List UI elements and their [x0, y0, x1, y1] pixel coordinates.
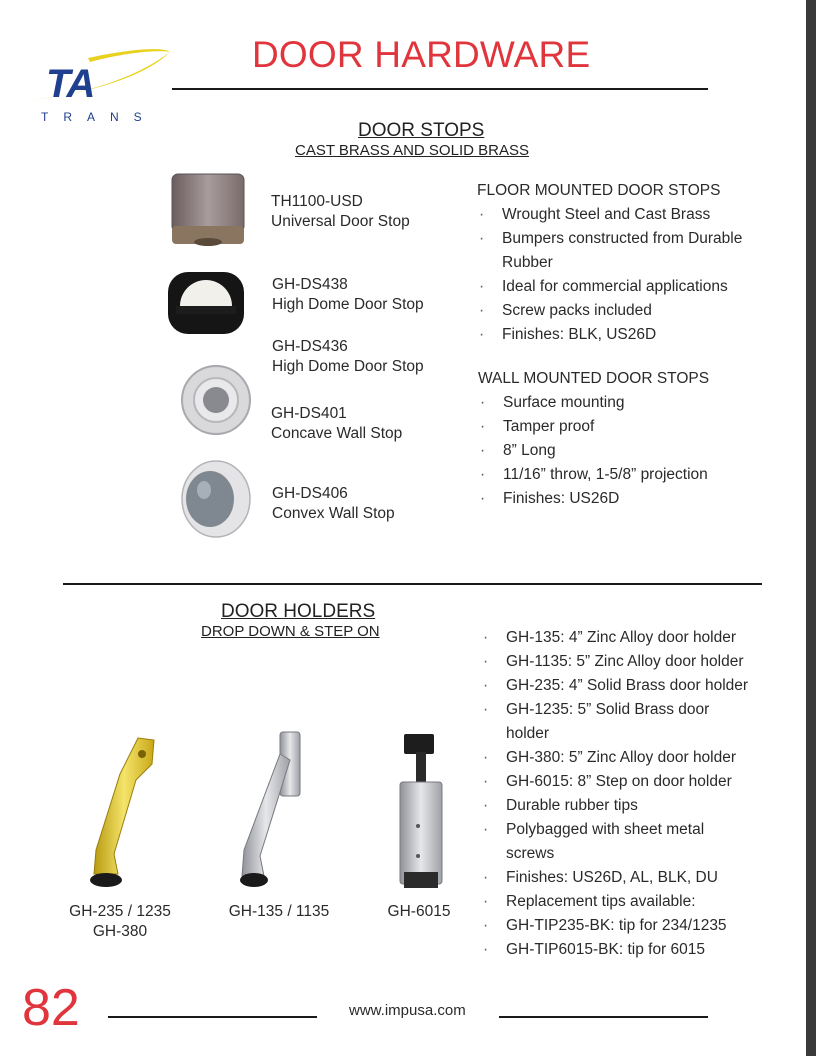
title-rule [172, 88, 708, 90]
product-code: GH-DS438 [272, 276, 348, 293]
door-holders-subtitle: DROP DOWN & STEP ON [201, 623, 380, 640]
list-item: · Wrought Steel and Cast Brass [477, 203, 777, 227]
caption-line: GH-6015 [387, 903, 451, 920]
wall-mounted-heading: WALL MOUNTED DOOR STOPS [478, 370, 710, 387]
logo-ta-text: TA [46, 62, 95, 106]
door-holders-title: DOOR HOLDERS [221, 601, 376, 622]
list-item: · Polybagged with sheet metal screws [481, 818, 736, 866]
list-item: · GH-TIP6015-BK: tip for 6015 [481, 938, 781, 962]
step-on-door-holder-image [396, 732, 456, 894]
universal-door-stop-image [168, 172, 248, 248]
floor-mounted-list [477, 203, 777, 347]
product-code: GH-DS436 [272, 338, 348, 355]
page-title: DOOR HARDWARE [252, 34, 591, 75]
product-ds401 [271, 404, 402, 444]
list-item: · Surface mounting [478, 391, 778, 415]
logo-trans-text: TRANS [41, 110, 157, 124]
footer-url[interactable]: www.impusa.com [349, 1002, 466, 1019]
caption-line: GH-235 / 1235 [69, 903, 171, 920]
product-name: Concave Wall Stop [271, 425, 403, 442]
product-ds438 [272, 275, 424, 315]
list-item: · Bumpers constructed from Durable Rubber [477, 227, 777, 275]
list-item: · 8” Long [478, 439, 778, 463]
door-holders-list [481, 626, 781, 962]
list-item: · Finishes: US26D, AL, BLK, DU [481, 866, 781, 890]
door-stops-title: DOOR STOPS [358, 120, 485, 141]
product-th1100 [271, 192, 410, 232]
list-item: · GH-380: 5” Zinc Alloy door holder [481, 746, 781, 770]
section-divider [63, 583, 762, 585]
list-item: · GH-135: 4” Zinc Alloy door holder [481, 626, 781, 650]
zinc-door-holder-image [236, 730, 306, 890]
caption-gh6015 [379, 902, 459, 922]
page-edge [806, 0, 816, 1056]
wall-mounted-list [478, 391, 778, 511]
product-code: TH1100-USD [271, 193, 363, 210]
footer-rule-left [108, 1016, 317, 1018]
list-item: · GH-6015: 8” Step on door holder [481, 770, 781, 794]
list-item: · GH-TIP235-BK: tip for 234/1235 [481, 914, 781, 938]
product-code: GH-DS401 [271, 405, 347, 422]
list-item: · Durable rubber tips [481, 794, 781, 818]
list-item: · Tamper proof [478, 415, 778, 439]
caption-gh235 [60, 902, 180, 942]
list-item: · Ideal for commercial applications [477, 275, 777, 299]
list-item: · Replacement tips available: [481, 890, 781, 914]
list-item: · GH-235: 4” Solid Brass door holder [481, 674, 781, 698]
product-name: High Dome Door Stop [272, 296, 424, 313]
concave-wall-stop-image [176, 360, 256, 440]
brass-door-holder-image [84, 734, 164, 890]
list-item: · Finishes: BLK, US26D [477, 323, 777, 347]
product-name: High Dome Door Stop [272, 358, 424, 375]
caption-line: GH-380 [92, 923, 148, 940]
list-item: · Screw packs included [477, 299, 777, 323]
product-ds406 [272, 484, 395, 524]
door-stops-subtitle: CAST BRASS AND SOLID BRASS [295, 142, 529, 159]
caption-line: GH-135 / 1135 [228, 903, 330, 920]
high-dome-door-stop-ds438-image [166, 266, 246, 338]
product-code: GH-DS406 [272, 485, 348, 502]
list-item: · 11/16” throw, 1-5/8” projection [478, 463, 778, 487]
floor-mounted-heading: FLOOR MOUNTED DOOR STOPS [477, 182, 721, 199]
convex-wall-stop-image [176, 458, 256, 540]
product-ds436 [272, 337, 424, 377]
product-name: Convex Wall Stop [272, 505, 395, 522]
list-item: · Finishes: US26D [478, 487, 778, 511]
product-name: Universal Door Stop [271, 213, 410, 230]
list-item: · GH-1235: 5” Solid Brass door holder [481, 698, 736, 746]
page-number: 82 [22, 979, 80, 1037]
caption-gh135 [219, 902, 339, 922]
list-item: · GH-1135: 5” Zinc Alloy door holder [481, 650, 781, 674]
footer-rule-right [499, 1016, 708, 1018]
